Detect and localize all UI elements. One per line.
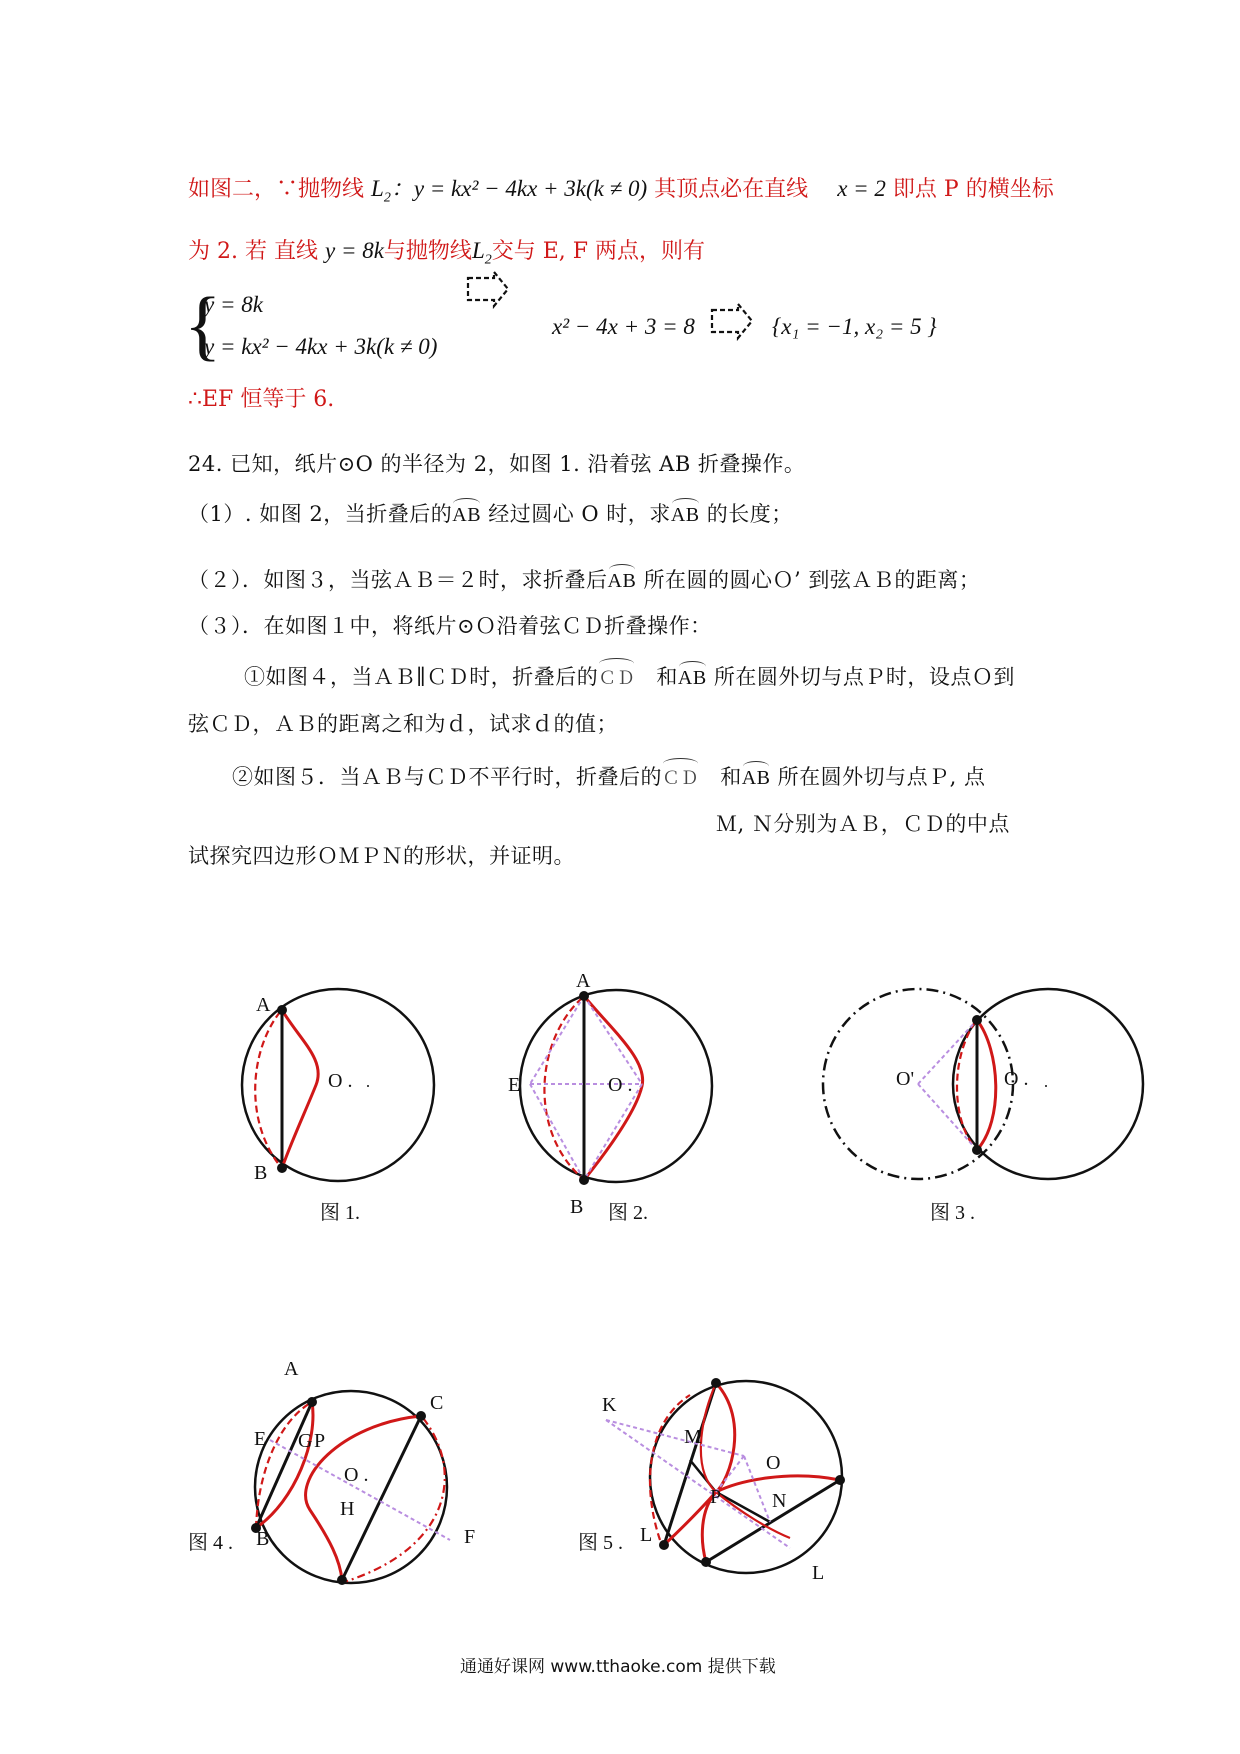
figure-3-caption: 图 3 . [930, 1202, 975, 1224]
point-a [307, 1397, 317, 1407]
solution-line-1 [188, 170, 1054, 207]
label-o: O . [328, 1070, 353, 1092]
arc-ab-label: AB [608, 566, 637, 593]
solution-line-2 [188, 234, 705, 269]
point-a [972, 1015, 982, 1025]
figure-2-caption: 图 2. [608, 1202, 648, 1224]
line-x-equation: x = 2 [837, 176, 886, 201]
label-e: E [254, 1428, 267, 1450]
label-b: B [254, 1162, 268, 1184]
point-b [972, 1145, 982, 1155]
label-o: O . [344, 1464, 369, 1486]
segment-pn [716, 1492, 770, 1522]
solution-text: 交与 E, F 两点，则有 [491, 239, 706, 264]
label-n: N [772, 1490, 787, 1512]
point-dot [367, 1085, 369, 1087]
original-arc-cd-dashed [344, 1418, 445, 1582]
label-o: O . [1004, 1068, 1029, 1090]
label-m: M [684, 1426, 702, 1448]
label-h: H [340, 1498, 355, 1520]
dashed-arrow-icon [464, 270, 514, 308]
label-b: B [570, 1196, 584, 1218]
point-b [579, 1175, 589, 1185]
label-e: E [508, 1074, 521, 1096]
label-a: A [576, 970, 591, 992]
solution-text: 为 2. 若 直线 [188, 239, 318, 264]
system-equation-2: y = kx² − 4kx + 3k(k ≠ 0) [204, 334, 438, 359]
solution-text: 即点 P 的横坐标 [892, 177, 1054, 202]
point-dot [1045, 1085, 1047, 1087]
point-d [337, 1575, 347, 1585]
page-footer: 通通好课网 www.tthaoke.com 提供下载 [460, 1657, 776, 1677]
solution-conclusion: ∴EF 恒等于 6. [188, 387, 335, 412]
quadratic-equation: x² − 4x + 3 = 8 [552, 314, 695, 339]
solution-text: 其顶点必在直线 [654, 177, 809, 202]
l2-symbol: $L_2$ [371, 176, 391, 206]
arc-ab-label: AB [452, 500, 481, 527]
label-p: P [710, 1486, 722, 1508]
point-c [416, 1411, 426, 1421]
point-b [659, 1540, 669, 1550]
point-a [711, 1378, 721, 1388]
arc-cd-label: ＣＤ [598, 660, 635, 690]
point-a [277, 1005, 287, 1015]
label-g: G [298, 1430, 313, 1452]
figure-5-caption: 图 5 . [578, 1532, 623, 1554]
figure-3 [800, 980, 1150, 1200]
folded-arc [977, 1020, 996, 1150]
label-l-2: L [812, 1562, 825, 1584]
problem-part-3a-cont: 弦ＣＤ，ＡＢ的距离之和为ｄ，试求ｄ的值； [188, 712, 618, 736]
auxiliary-lines [918, 1020, 977, 1150]
dashed-arrow-icon [708, 302, 758, 340]
figure-4-caption: 图 4 . [188, 1532, 233, 1554]
folded-arc [282, 1010, 318, 1168]
roots-result: {x₁ = −1, x₂ = 5 } [772, 314, 937, 339]
original-arc-dashed [255, 1012, 280, 1166]
l2-symbol: $L_2$ [471, 238, 492, 268]
arc-ab-label: AB [742, 763, 771, 790]
label-a: A [284, 1358, 299, 1380]
label-f: F [464, 1526, 476, 1548]
problem-part-3b-cont: Ｍ, Ｎ分别为ＡＢ，ＣＤ的中点 [716, 812, 1010, 836]
solution-text: 与抛物线 [383, 239, 472, 264]
folded-arc-ab [664, 1383, 735, 1545]
label-o: O [766, 1452, 781, 1474]
system-brace: { [184, 281, 222, 368]
problem-part-3: （３）．在如图１中，将纸片⊙Ｏ沿着弦ＣＤ折叠操作： [188, 614, 712, 638]
problem-part-3a: ①如图４，当ＡＢ∥ＣＤ时，折叠后的ＣＤ 和AB 所在圆外切与点Ｐ时，设点Ｏ到 [244, 660, 1015, 691]
label-k: K [602, 1394, 617, 1416]
point-b [277, 1163, 287, 1173]
arc-ab-label: AB [671, 500, 700, 527]
problem-part-2: （２）．如图３，当弦ＡＢ＝２时，求折叠后AB 所在圆的圆心Ｏ’ 到弦ＡＢ的距离； [188, 568, 981, 592]
label-p: P [314, 1430, 326, 1452]
problem-part-3b-end: 试探究四边形ＯＭＰＮ的形状，并证明。 [188, 844, 575, 868]
folded-arc-cd [702, 1476, 840, 1562]
problem-part-3b: ②如图５．当ＡＢ与ＣＤ不平行时，折叠后的ＣＤ 和AB 所在圆外切与点Ｐ, 点 [232, 760, 986, 791]
label-c: C [430, 1392, 444, 1414]
parabola-equation: ：y = kx² − 4kx + 3k(k ≠ 0) [390, 176, 648, 201]
point-c [835, 1475, 845, 1485]
point-d [701, 1557, 711, 1567]
solution-text: 如图二，∵抛物线 [188, 177, 365, 202]
line-ef [270, 1440, 450, 1540]
arc-cd-label: ＣＤ [662, 760, 699, 790]
original-arc-dashed [544, 998, 582, 1178]
label-o-prime: O' [896, 1068, 915, 1090]
problem-intro: 24. 已知，纸片⊙O 的半径为 2，如图 1. 沿着弦 AB 折叠操作。 [188, 452, 806, 476]
figure-1-caption: 图 1. [320, 1202, 360, 1224]
label-o: O . [608, 1074, 633, 1096]
line-equation: y = 8k [324, 238, 384, 263]
arc-ab-label: AB [678, 663, 707, 690]
label-b: B [256, 1528, 270, 1550]
label-a: A [256, 994, 271, 1016]
original-arc-dashed [957, 1022, 975, 1148]
label-l: L [640, 1524, 653, 1546]
figure-5 [590, 1370, 850, 1600]
system-equation-1: y = 8k [204, 292, 263, 317]
problem-part-1: （1）. 如图 2，当折叠后的AB 经过圆心 O 时，求AB 的长度； [188, 502, 793, 526]
